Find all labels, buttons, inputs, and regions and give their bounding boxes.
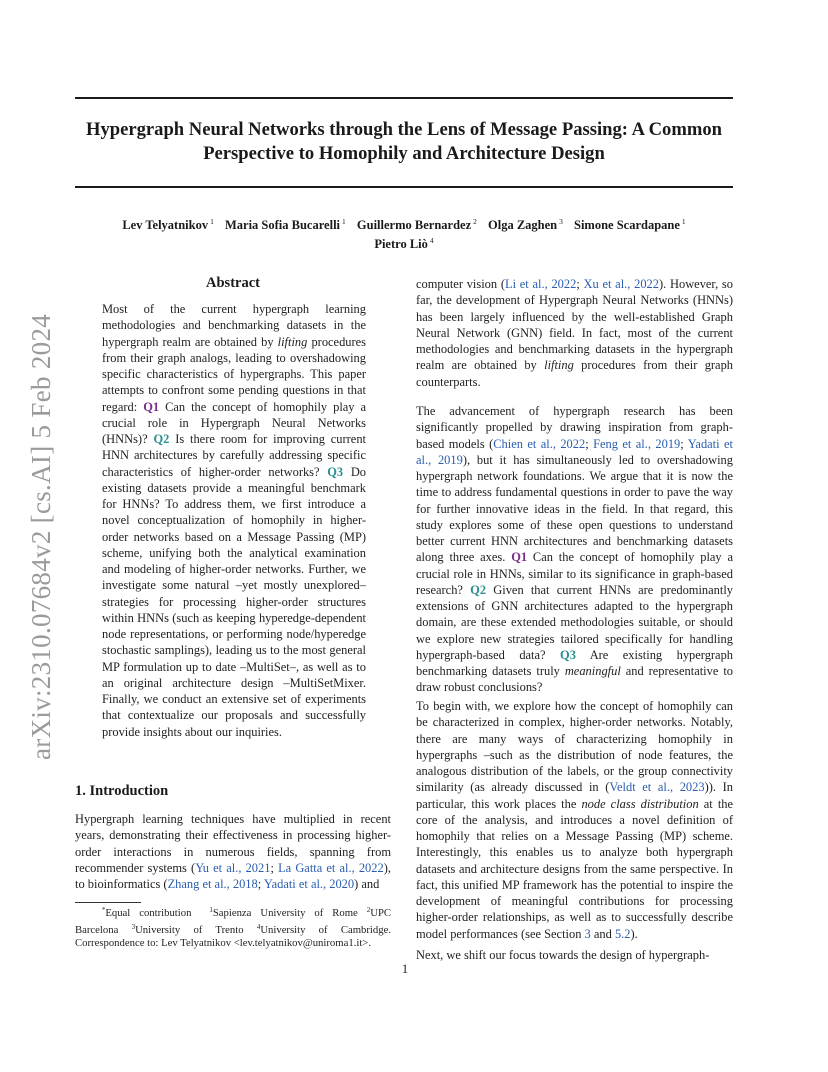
q1-marker: Q1 (511, 550, 528, 565)
author: Simone Scardapane $^1$ (574, 217, 686, 232)
q1-marker: Q1 (143, 399, 160, 414)
citation-link[interactable]: Chien et al., 2022 (493, 436, 586, 451)
body-paragraph: The advancement of hypergraph research has been significantly propelled by drawing inspiration from graph-based models (Chien et al., 2022; Feng et al., 2019; Yadati et al., 2019), but it has simultaneously led to overshadowing hypergraph network foundations. We argue that it is now the time to address fundamental questions in order to pave the way for further innovative ideas in the field. In that regard, this study explores some of these open questions to understand better current HNN architectures and benchmarking datasets along three axes. Q1 Can the concept of homophily play a crucial role in HNNs, similar to its significance in graph-based research? Q2 Given that current HNNs are predominantly extensions of GNN architectures adapted to the hypergraph domain, are these extended methodologies suitable, or should we explore new strategies tailored specifically for handling hypergraph-based data? Q3 Are existing hypergraph benchmarking datasets truly meaningful and representative to draw robust conclusions? (416, 404, 734, 695)
abstract-heading: Abstract (206, 275, 260, 291)
top-rule-thick (75, 97, 733, 99)
citation-link[interactable]: La Gatta et al., 2022 (278, 860, 384, 875)
author-list (75, 214, 733, 252)
citation-link[interactable]: Veldt et al., 2023 (609, 780, 705, 795)
footnote-rule (75, 902, 141, 903)
citation-link[interactable]: Yadati et al., 2020 (263, 877, 355, 891)
paper-title: Hypergraph Neural Networks through the Lens of Message Passing: A Common Perspective to Homophily and Architecture Design (86, 119, 722, 164)
abstract-text: Most of the current hypergraph learning methodologies and benchmarking datasets in the hypergraph realm are obtained by lifting procedures from their graph analogs, leading to overshadowing specific characteristics of hypergraphs. This paper attempts to confront some pending questions in that regard: Q1 Can the concept of homophily play a crucial role in Hypergraph Neural Networks (HNNs)? Q2 Is there room for improving current HNN architectures by carefully addressing specific characteristics of higher-order networks? Q3 Do existing datasets provide a meaningful benchmark for HNNs? To address them, we first introduce a novel conceptualization of homophily in higher-order networks based on a Message Passing (MP) scheme, unifying both the analytical examination and modeling of higher-order networks. Further, we investigate some natural –yet mostly unexplored– strategies for processing higher-order structures within HNNs (such as keeping hyperedge-dependent node representations, or performing node/hyperedge stochastic samplings), leading us to the most general MP formulation up to date –MultiSet–, as well as to an original architecture design –MultiSetMixer. Finally, we conduct an extensive set of experiments that contextualize our proposals and successfully provide insights about our inquiries. (102, 302, 367, 739)
q2-marker: Q2 (153, 432, 170, 446)
title-rule-bottom (75, 186, 733, 188)
footnote: *Equal contribution $^1$Sapienza University of Rome $^2$UPC Barcelona $^3$University of Trento $^4$University of Cambridge. Correspondence to: Lev Telyatnikov <lev.telyatnikov@uniroma1.it>. (75, 906, 392, 950)
arxiv-stamp: arXiv:2310.07684v2 [cs.AI] 5 Feb 2024 (26, 313, 56, 760)
author: Guillermo Bernardez $^2$ (356, 217, 477, 232)
citation-link[interactable]: Li et al., 2022 (505, 277, 577, 291)
citation-link[interactable]: Zhang et al., 2018 (167, 877, 258, 891)
section-ref-link[interactable]: 3 (584, 926, 591, 941)
q2-marker: Q2 (470, 582, 487, 597)
q3-marker: Q3 (327, 464, 344, 479)
author: Olga Zaghen $^3$ (488, 217, 563, 232)
intro-paragraph: Hypergraph learning techniques have multiplied in recent years, demonstrating their effectiveness in processing higher-order interactions in numerous fields, spanning from recommender systems (Yu et al., 2021; La Gatta et al., 2022), to bioinformatics (Zhang et al., 2018; Yadati et al., 2020) and (75, 812, 391, 891)
body-paragraph: computer vision (Li et al., 2022; Xu et al., 2022). However, so far, the development of Hypergraph Neural Networks (HNNs) has been largely influenced by the well-established Graph Neural Network (GNN) field. In fact, most of the current methodologies and benchmarking datasets in the hypergraph realm are obtained by lifting procedures from their graph counterparts. (416, 277, 734, 389)
body-paragraph: Next, we shift our focus towards the design of hypergraph- (416, 948, 710, 962)
author: Lev Telyatnikov $^1$ (122, 217, 214, 232)
page-number: 1 (401, 962, 409, 976)
body-paragraph: To begin with, we explore how the concept of homophily can be characterized in complex, higher-order networks. Notably, there are many ways of characterizing homophily in hypergraphs –such as the distribution of node features, the analogous distribution of the labels, or the group connectivity similarity (as already discussed in (Veldt et al., 2023)). In particular, this work places the node class distribution at the core of the analysis, and introduces a novel definition of homophily that relies on a Message Passing (MP) scheme. Interestingly, this enables us to analyze both hypergraph datasets and architecture designs from the same perspective. In fact, this unified MP framework has the potential to inspire the development of meaningful contributions for processing higher-order relationships, as well as to successfully describe model performances (see Section 3 and 5.2). (416, 699, 734, 941)
section-heading-introduction: 1. Introduction (75, 783, 169, 799)
q3-marker: Q3 (560, 647, 576, 662)
citation-link[interactable]: Yadati et al., 2019 (416, 436, 733, 467)
citation-link[interactable]: Xu et al., 2022 (583, 277, 659, 291)
author: Maria Sofia Bucarelli $^1$ (224, 217, 346, 232)
citation-link[interactable]: Feng et al., 2019 (593, 436, 681, 451)
author: Pietro Liò $^4$ (374, 236, 434, 251)
section-ref-link[interactable]: 5.2 (614, 926, 631, 941)
citation-link[interactable]: Yu et al., 2021 (195, 860, 271, 875)
